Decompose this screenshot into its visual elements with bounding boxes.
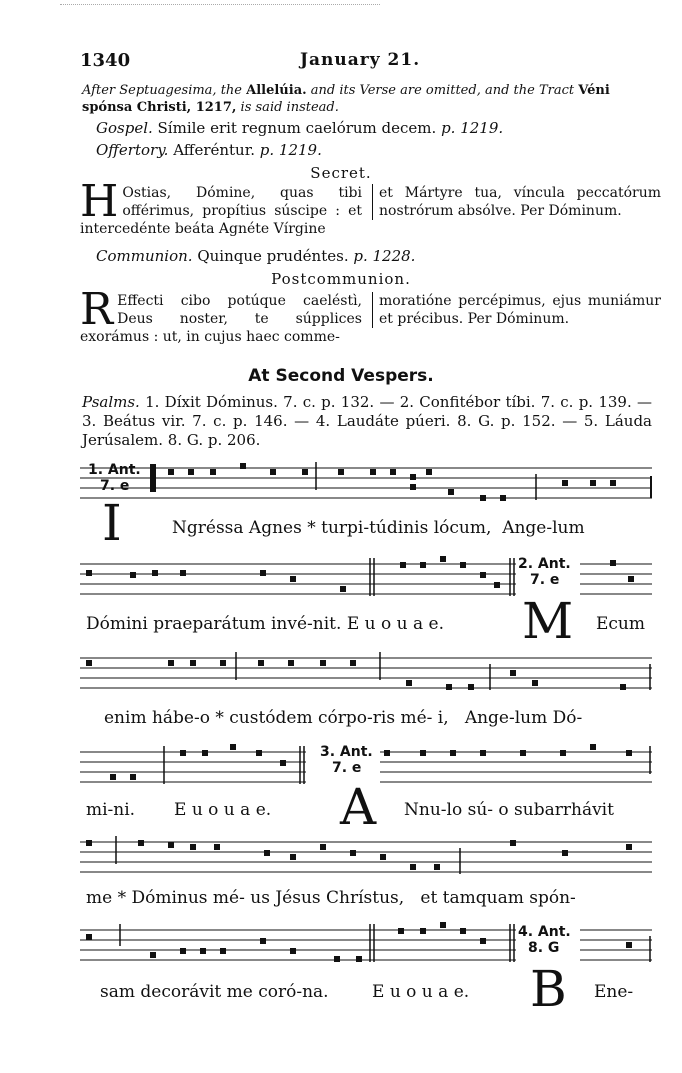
gospel-line xyxy=(96,118,503,138)
antiphon-1-label xyxy=(88,462,141,494)
antiphon-4-number: 4. Ant. xyxy=(518,924,571,940)
antiphon-2-number: 2. Ant. xyxy=(518,556,571,572)
chant-lyric-line: E u o u a e. xyxy=(174,800,272,820)
antiphon-1-number: 1. Ant. xyxy=(88,462,141,478)
antiphon-2-mode: 7. e xyxy=(530,572,560,588)
secret-dropcap: H xyxy=(80,176,119,227)
antiphon-2-label xyxy=(518,556,571,588)
chant-staff xyxy=(80,460,656,510)
page-title: January 21. xyxy=(300,50,421,70)
chant-lyric-line: Dómini praeparátum invé-nit. E u o u a e. xyxy=(86,614,444,634)
chant-staff xyxy=(80,650,656,700)
secret-left-column xyxy=(80,176,362,238)
antiphon-3-number: 3. Ant. xyxy=(320,744,373,760)
antiphon-2-initial: M xyxy=(522,592,574,650)
antiphon-4-initial: B xyxy=(530,960,567,1018)
antiphon-3-mode: 7. e xyxy=(332,760,362,776)
antiphon-2-start: Ecum xyxy=(596,614,645,634)
communion-ref: p. 1228. xyxy=(353,247,416,265)
gospel-ref: p. 1219. xyxy=(441,119,504,137)
antiphon-3-start: Nnu-lo sú- o subarrhávit xyxy=(404,800,614,820)
antiphon-4-mode: 8. G xyxy=(528,940,560,956)
secret-right-column: et Mártyre tua, víncula peccatórum nostrórum absólve. Per Dóminum. xyxy=(372,184,661,220)
antiphon-4-label xyxy=(518,924,571,956)
page-edge-marks xyxy=(60,4,380,7)
rubric-text: is said instead. xyxy=(236,100,339,115)
secret-text xyxy=(80,176,661,244)
postcommunion-left-text: Eff́ecti cibo potúque caeléstì, Deus noster, te súpplices exorámus : ut, in cujus haec comme- xyxy=(80,293,362,345)
postcommunion-heading: Postcommunion. xyxy=(271,270,411,288)
postcommunion-text xyxy=(80,284,661,348)
chant-lyric-line: sam decorávit me coró-na. xyxy=(100,982,329,1002)
rubric-tract: Véni spónsa Christi, 1217, xyxy=(82,83,610,115)
offertory-ref: p. 1219. xyxy=(259,141,322,159)
offertory-label: Offertory. xyxy=(96,141,169,159)
communion-line xyxy=(96,246,415,266)
rubric-note xyxy=(82,82,662,116)
rubric-alleluia: Allelúia. xyxy=(246,83,307,98)
antiphon-3-label xyxy=(320,744,373,776)
vespers-heading: At Second Vespers. xyxy=(248,366,434,386)
chant-lyric-line: enim hábe-o * custódem córpo-ris mé- i, Ange-lum Dó- xyxy=(104,708,583,728)
antiphon-1-mode: 7. e xyxy=(100,478,130,494)
offertory-line xyxy=(96,140,322,160)
communion-label: Communion. xyxy=(96,247,193,265)
chant-lyric-line: mi-ni. xyxy=(86,800,136,820)
rubric-text: and its Verse are omitted, and the Tract xyxy=(306,83,579,98)
offertory-text: Afferéntur. xyxy=(168,141,260,159)
gospel-text: Símile erit regnum caelórum decem. xyxy=(152,119,442,137)
postcommunion-left-column xyxy=(80,284,362,346)
gospel-label: Gospel. xyxy=(96,119,153,137)
chant-staff xyxy=(80,834,656,884)
rubric-text: After Septuagesima, the xyxy=(82,83,247,98)
postcommunion-right-column: moratióne percépimus, ejus muniámur et précibus. Per Dóminum. xyxy=(372,292,661,328)
psalms-text: 1. Díxit Dóminus. 7. c. p. 132. — 2. Confitébor tíbi. 7. c. p. 139. — 3. Beátus vir. 7. c. p. 146. — 4. Laudáte púeri. 8. G. p. 152. — 5. Láuda Jerúsalem. 8. G. p. 206. xyxy=(82,393,652,449)
antiphon-4-start: Ene- xyxy=(594,982,634,1002)
secret-left-text: Ostias, Dómine, quas tibi offérimus, propítius súscipe : et intercedénte beáta Agnéte Vírgine xyxy=(80,185,362,237)
psalms-label: Psalms. xyxy=(82,393,140,411)
secret-heading: Secret. xyxy=(310,164,372,182)
antiphon-1-initial: I xyxy=(102,494,122,552)
antiphon-3-initial: A xyxy=(340,778,377,836)
psalms-paragraph xyxy=(82,393,652,450)
postcommunion-dropcap: R xyxy=(80,284,114,335)
chant-lyric-line: E u o u a e. xyxy=(372,982,470,1002)
chant-lyric-line: me * Dóminus mé- us Jésus Chrístus, et tamquam spón- xyxy=(86,888,576,908)
page-number: 1340 xyxy=(80,50,131,71)
chant-lyric-line: Ngréssa Agnes * turpi-túdinis lócum, Ange-lum xyxy=(172,518,585,538)
communion-text: Quinque prudéntes. xyxy=(192,247,354,265)
